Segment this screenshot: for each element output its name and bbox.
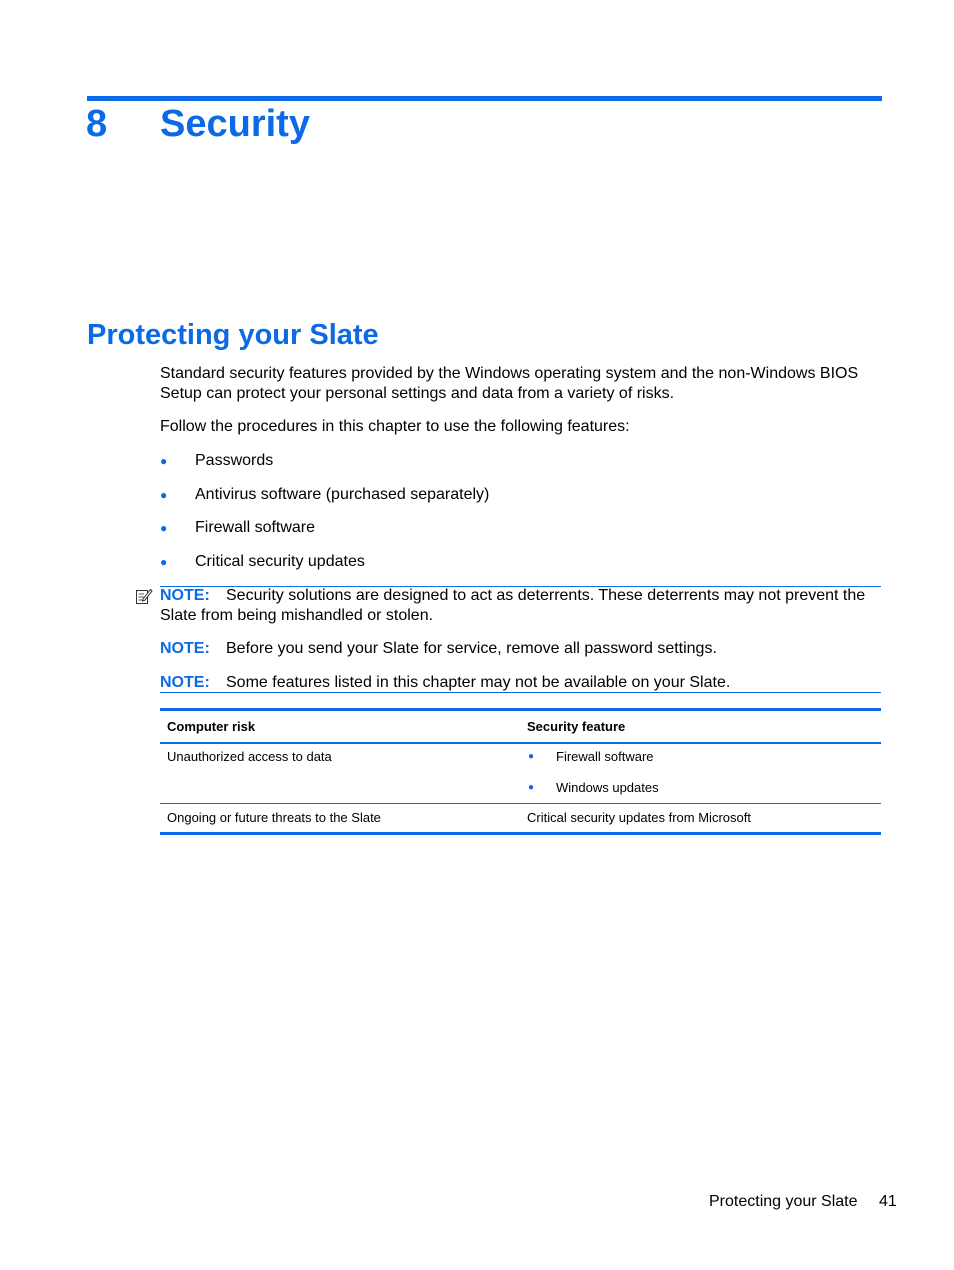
table-header-rule [160,742,881,744]
note-text: Before you send your Slate for service, remove all password settings. [226,640,717,657]
bullet-icon: ● [528,751,535,762]
chapter-title: Security [160,103,310,145]
table-row-rule [160,803,881,804]
footer-page-number: 41 [879,1193,897,1210]
bullet-icon: ● [160,555,168,569]
note-service [160,639,880,659]
table-cell-feature: Critical security updates from Microsoft [527,810,751,825]
table-header-risk: Computer risk [167,719,256,734]
table-cell-feature: Windows updates [556,780,659,795]
note-pencil-icon [135,587,153,605]
note-security-solutions [160,586,880,626]
note-label: NOTE: [160,640,210,657]
procedure-paragraph: Follow the procedures in this chapter to use the following features: [160,418,630,435]
bullet-icon: ● [160,488,168,502]
footer-section-title: Protecting your Slate [709,1193,858,1210]
table-header-feature: Security feature [527,719,626,734]
table-cell-risk: Ongoing or future threats to the Slate [167,810,381,825]
table-cell-risk: Unauthorized access to data [167,749,332,764]
note-label: NOTE: [160,587,210,604]
note-bottom-rule [160,692,881,693]
table-cell-feature: Firewall software [556,749,654,764]
section-title: Protecting your Slate [87,319,379,351]
bullet-icon: ● [528,782,535,793]
note-text: Security solutions are designed to act as deterrents. These deterrents may not prevent the Slate from being mishandled or stolen. [160,587,866,624]
intro-paragraph: Standard security features provided by the Windows operating system and the non-Windows BIOS Setup can protect your personal settings and data from a variety of risks. [160,365,859,402]
table-top-rule [160,708,881,711]
bullet-icon: ● [160,521,168,535]
note-availability [160,673,880,693]
bullet-icon: ● [160,454,168,468]
note-text: Some features listed in this chapter may not be available on your Slate. [226,674,731,691]
note-label: NOTE: [160,674,210,691]
table-bottom-rule [160,832,881,835]
chapter-number: 8 [86,103,108,145]
